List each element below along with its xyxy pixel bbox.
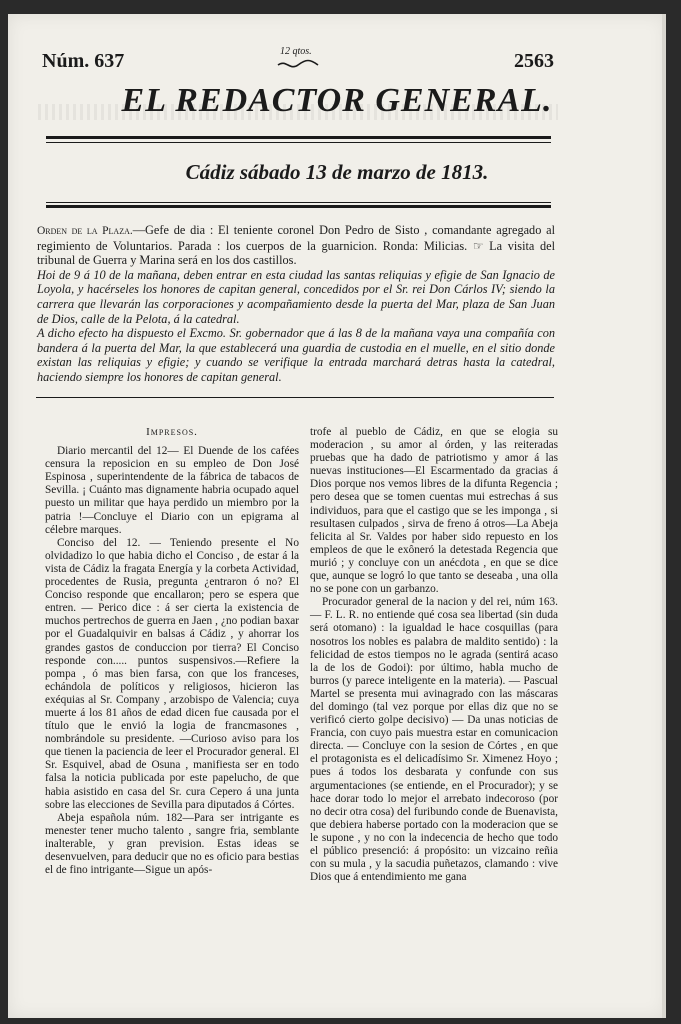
flourish-ornament bbox=[276, 59, 320, 71]
abeja-continued-paragraph: trofe al pueblo de Cádiz, en que se elogia su moderacion , su amor al órden, y las reiteradas pruebas que ha dado de patriotismo y amor á las nuevas instituciones—El Escarmentado da gracias á Dios porque nos vemos libres de la difunta Regencia ; pero desea que se tomen cuentas mui estrechas á sus individuos, para que el castigo que se les imponga , si resultasen culpados , sirva de freno á otros—La Abeja felicita al Sr. Valdes por haber sido repuesto en los empleos de que le exôneró la detestada Regencia que murió ; y concluye con un anécdota , en que se dice que, aunque se logró lo que tanto se deseaba , una olla no se pone con un garbanzo. bbox=[310, 426, 558, 596]
orden-heading: Orden de la Plaza. bbox=[37, 225, 133, 237]
orden-text-3: Hoi de 9 á 10 de la mañana, deben entrar en esta ciudad las santas reliquias y efigie de San Ignacio de Loyola, y hacérseles los honores de capitan general, concedidos por el Sr. rei Don Cárlos IV; siendo la carrera que llevarán las corporaciones y acompañamiento desde la puerta del Mar, plaza de San Juan de Dios, calle de la Pelota, á la catedral. bbox=[37, 267, 555, 326]
dateline-rule-thick bbox=[46, 205, 551, 208]
dateline: Cádiz sábado 13 de marzo de 1813. bbox=[185, 160, 489, 184]
procurador-paragraph: Procurador general de la nacion y del rei, núm 163.— F. L. R. no entiende qué cosa sea libertad (sin duda será otomano) : la igualdad le hace cosquillas (para nosotros los nobles es palabra de maldito sentido) : la felicidad de estos tiempos no le agrada (sentirá acaso la de los de Godoi): por último, habla mucho de burros (y parece inteligente en la materia). — Pascual Martel se presenta mui avinagrado con las máscaras del domingo (tal vez porque por ellas diz que no se verificó cierto golpe decisivo) — Da unas noticias de Francia, con cuyo pais muestra estar en comunicacion directa. — Concluye con la sesion de Córtes , en que el protagonista es el delicadísimo Sr. Ximenez Hoyo ; pues á todos los desbarata y confunde con sus argumentaciones (se entiende, en el Procurador); y se hace dorar todo lo mejor el arrebato indecoroso (por no decir otra cosa) del furibundo conde de Buenavista, que debiera haberse portado con la moderacion que se le supone , y no con la indecencia de hecho que todo el público presenció: á propósito: un vizcaino reñia con su mula , y la sacudia puñetazos, clamando : vive Dios que á entendimiento me gana bbox=[310, 596, 558, 884]
price: 12 qtos. bbox=[280, 46, 312, 57]
masthead-rule-thick bbox=[46, 136, 551, 139]
orden-de-la-plaza bbox=[37, 223, 555, 385]
abeja-paragraph: Abeja española núm. 182—Para ser intrigante es menester tener mucho talento , sangre fria, semblante inalterable, y gran prevision. Estas ideas se desenvuelven, para deducir que no es oficio para bestias el de fino intrigante—Sigue un após- bbox=[45, 811, 299, 877]
orden-text-2: La visita del tribunal de Guerra y Marina será en los dos castillos. bbox=[37, 238, 555, 268]
column-left bbox=[45, 426, 299, 877]
column-right bbox=[310, 426, 558, 884]
section-rule bbox=[36, 397, 554, 398]
impresos-heading: Impresos. bbox=[146, 426, 198, 438]
page-number: 2563 bbox=[514, 50, 554, 72]
orden-text-1: —Gefe de dia : El teniente coronel Don Pedro de Sisto , comandante agregado al regimiento de Voluntarios. Parada : los cuerpos de la guarnicion. Ronda: Milicias. bbox=[37, 223, 555, 253]
newspaper-page bbox=[8, 14, 666, 1018]
conciso-paragraph: Conciso del 12. — Teniendo presente el No olvidadizo lo que habia dicho el Conciso , de estar á la vista de Cádiz la fragata Energía y la corbeta Actividad, procedentes de Rusia, pregunta ¿entraron ó no? El Conciso responde que encallaron; pero se espera que entren. — Perico dice : á ser cierta la existencia de muchos pertrechos de guerra en Jaen , ¿no podian baxar por el Guadalquivir en balsas á Cádiz , y ahorrar los grandes gastos de conduccion por tierra? El Conciso responde con..... puntos suspensivos.—Refiere la pompa , ó mas bien farsa, con que los franceses, echándola de políticos y religiosos, hicieron las exéquias al Sr. Company , arzobispo de Valencia; cuya muerte á los 81 años de edad dicen fue causada por el título que le envió la logia de francmasones , nombrándole su presidente. —Curioso aviso para los que tienen la paciencia de leer el Procurador general. El Sr. Esquivel, abad de Osuna , manifiesta ser en todo falsa la noticia publicada por este papelucho, de que habia asistido en casa del Sr. cura Cepero á una junta sobre las elecciones de Sevilla para diputados á Córtes. bbox=[45, 536, 299, 811]
masthead-title: EL REDACTOR GENERAL. bbox=[121, 82, 553, 119]
diario-mercantil-paragraph: Diario mercantil del 12— El Duende de los cafées censura la reposicion en su empleo de Don José Espinosa , superintendente de la fábrica de tabacos de Sevilla. ¡ Cuánto mas dignamente habria ocupado aquel puesto un militar que haya perdido un miembro por la patria !—Concluye el Diario con un epigrama al célebre marques. bbox=[45, 445, 299, 536]
masthead-rule-thin bbox=[46, 142, 551, 143]
issue-number: Núm. 637 bbox=[42, 50, 125, 72]
pointing-hand-icon: ☞ bbox=[472, 238, 484, 253]
dateline-rule-thin bbox=[46, 202, 551, 203]
orden-text-4: A dicho efecto ha dispuesto el Excmo. Sr. gobernador que á las 8 de la mañana vaya una compañía con bandera á la puerta del Mar, la que establecerá una guardia de custodia en el muelle, en el sitio donde existan las reliquias y efigie; y cuando se verifique la entrada marchará detras hasta la catedral, haciendo siempre los honores de capitan general. bbox=[37, 326, 555, 384]
